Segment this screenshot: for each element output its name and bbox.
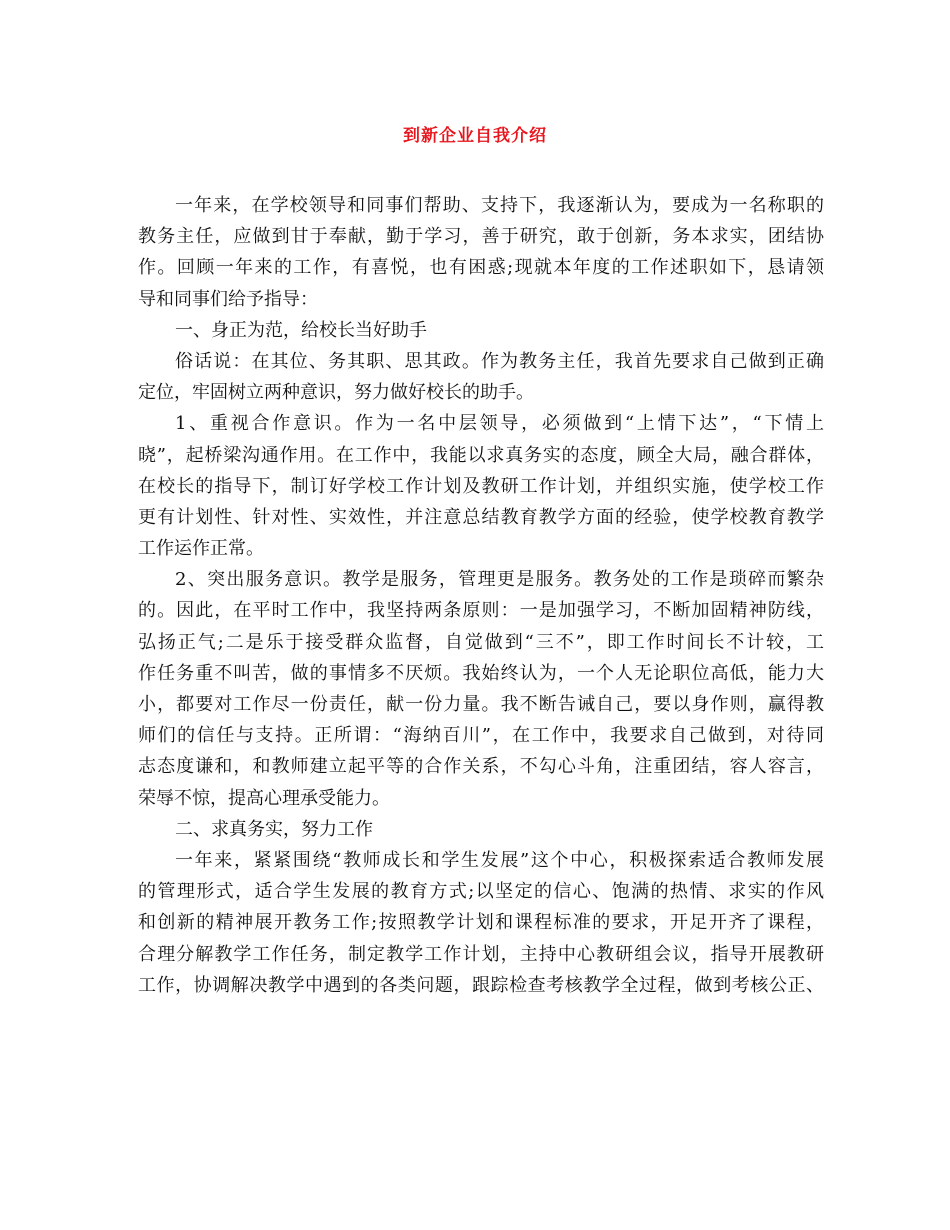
text-line: 教务主任，应做到甘于奉献，勤于学习，善于研究，敢于创新，务本求实，团结协 xyxy=(138,226,824,248)
text-line: 弘扬正气;二是乐于接受群众监督，自觉做到“三不”，即工作时间长不计较，工 xyxy=(138,631,824,653)
text-line: 作。回顾一年来的工作，有喜悦，也有困惑;现就本年度的工作述职如下，恳请领 xyxy=(138,257,824,279)
text-line: 师们的信任与支持。正所谓：“海纳百川”，在工作中，我要求自己做到，对待同 xyxy=(138,725,824,747)
text-line: 1、重视合作意识。作为一名中层领导，必须做到“上情下达”，“下情上 xyxy=(175,413,824,435)
text-line: 和创新的精神展开教务工作;按照教学计划和课程标准的要求，开足开齐了课程， xyxy=(138,912,824,934)
text-line: 工作，协调解决教学中遇到的各类问题，跟踪检查考核教学全过程，做到考核公正、 xyxy=(138,974,824,996)
text-line: 作任务重不叫苦，做的事情多不厌烦。我始终认为，一个人无论职位高低，能力大 xyxy=(138,662,824,684)
text-line: 更有计划性、针对性、实效性，并注意总结教育教学方面的经验，使学校教育教学 xyxy=(138,506,824,528)
text-line: 二、求真务实，努力工作 xyxy=(175,818,373,840)
text-line: 志态度谦和，和教师建立起平等的合作关系，不勾心斗角，注重团结，容人容言， xyxy=(138,756,824,778)
text-line: 定位，牢固树立两种意识，努力做好校长的助手。 xyxy=(138,382,534,404)
document-title: 到新企业自我介绍 xyxy=(403,126,547,146)
text-line: 在校长的指导下，制订好学校工作计划及教研工作计划，并组织实施，使学校工作 xyxy=(138,475,824,497)
text-line: 小，都要对工作尽一份责任，献一份力量。我不断告诫自己，要以身作则，赢得教 xyxy=(138,694,824,715)
text-line: 的管理形式，适合学生发展的教育方式;以坚定的信心、饱满的热情、求实的作风 xyxy=(138,881,824,903)
text-line: 的。因此，在平时工作中，我坚持两条原则：一是加强学习，不断加固精神防线， xyxy=(138,600,824,622)
text-line: 俗话说：在其位、务其职、思其政。作为教务主任，我首先要求自己做到正确 xyxy=(175,350,824,372)
document-body xyxy=(138,190,824,1001)
text-line: 工作运作正常。 xyxy=(138,538,264,560)
text-line: 晓”，起桥梁沟通作用。在工作中，我能以求真务实的态度，顾全大局，融合群体， xyxy=(138,444,824,466)
text-line: 合理分解教学工作任务，制定教学工作计划，主持中心教研组会议，指导开展教研 xyxy=(138,943,824,965)
text-line: 一年来，在学校领导和同事们帮助、支持下，我逐渐认为，要成为一名称职的 xyxy=(175,195,824,216)
text-line: 荣辱不惊，提高心理承受能力。 xyxy=(138,787,390,809)
text-line: 2、突出服务意识。教学是服务，管理更是服务。教务处的工作是琐碎而繁杂 xyxy=(175,569,824,591)
text-line: 一、身正为范，给校长当好助手 xyxy=(175,319,427,341)
text-line: 导和同事们给予指导： xyxy=(138,288,318,310)
text-line: 一年来，紧紧围绕“教师成长和学生发展”这个中心，积极探索适合教师发展 xyxy=(175,849,824,871)
